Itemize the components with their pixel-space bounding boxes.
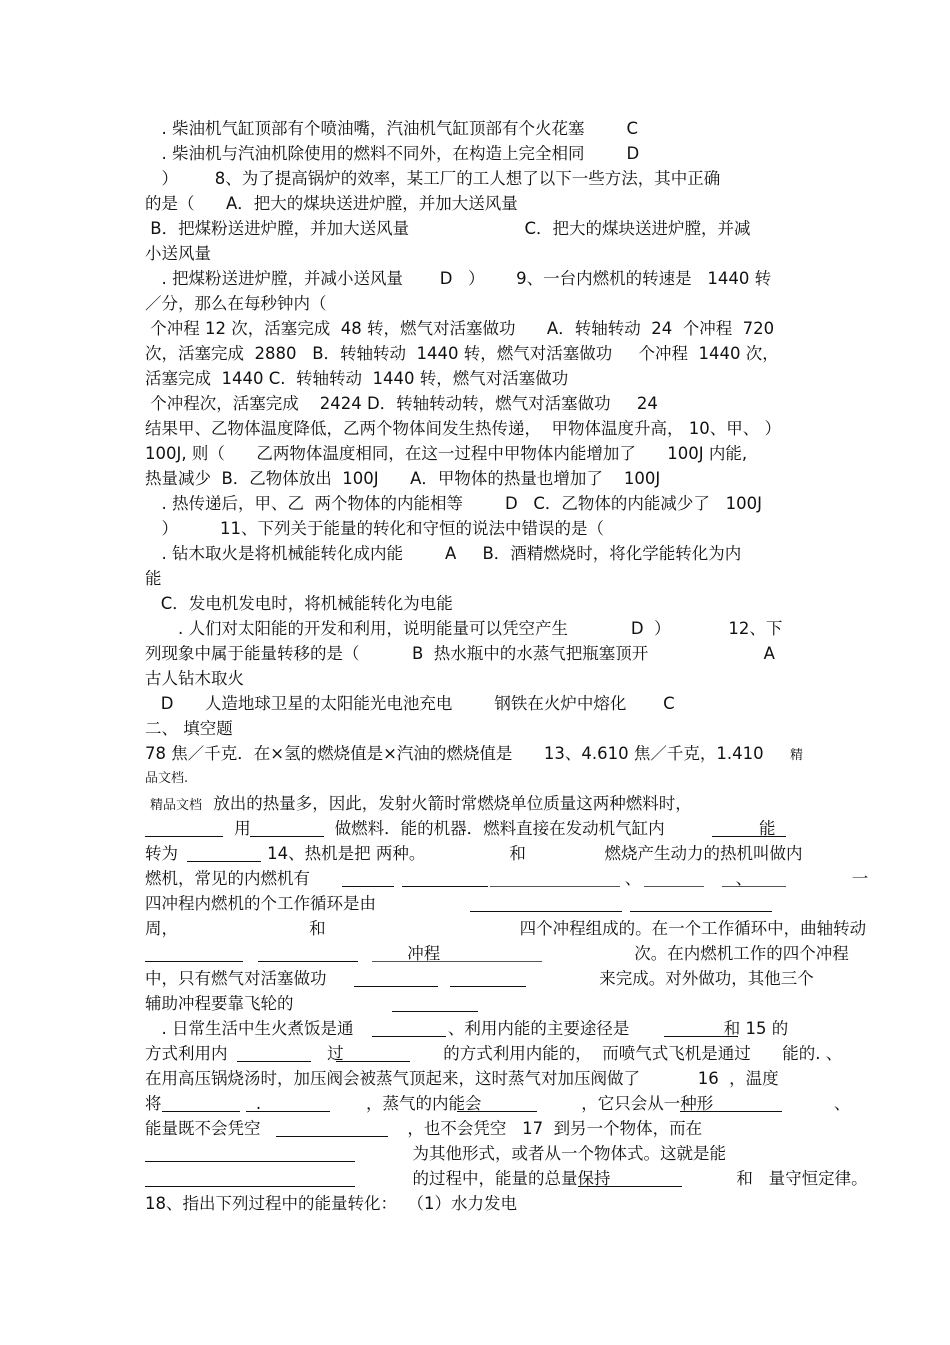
text-line: ） 11、下列关于能量的转化和守恒的说法中错误的是（	[145, 519, 604, 538]
text-line: 为其他形式，或者从一个物体式。这就是能	[145, 1144, 726, 1163]
text-line: 能	[145, 569, 162, 588]
answer-blank[interactable]	[145, 836, 223, 837]
text-line: 在用高压锅烧汤时，加压阀会被蒸气顶起来，这时蒸气对加压阀做了 16 ，温度	[145, 1069, 779, 1088]
text-line: 的是（ A．把大的煤块送进炉膛，并加大送风量	[145, 194, 518, 213]
text-line: 用 做燃料．能的机器．燃料直接在发动机气缸内 能	[145, 819, 776, 838]
answer-blank[interactable]	[644, 886, 704, 887]
answer-blank[interactable]	[237, 1061, 311, 1062]
answer-blank[interactable]	[680, 1111, 782, 1112]
text-line: 活塞完成 1440 C. 转轴转动 1440 转，燃气对活塞做功	[145, 369, 569, 388]
text-line: 100J, 则（ 乙两物体温度相同，在这一过程中甲物体内能增加了 100J 内能,	[145, 444, 748, 463]
answer-blank[interactable]	[712, 836, 786, 837]
text-line: 放出的热量多，因此，发射火箭时常燃烧单位质量这两种燃料时，	[208, 794, 692, 813]
text-line: 个冲程次，活塞完成 2424 D．转轴转动转，燃气对活塞做功 24	[145, 394, 658, 413]
text-line: 18、指出下列过程中的能量转化： （1）水力发电	[145, 1194, 517, 1213]
text-line: . 钻木取火是将机械能转化成内能 A B．酒精燃烧时，将化学能转化为内	[145, 544, 742, 563]
text-line: 次，活塞完成 2880 B．转轴转动 1440 转，燃气对活塞做功 个冲程 1440 次，	[145, 344, 779, 363]
text-line: 中，只有燃气对活塞做功 来完成。对外做功，其他三个	[145, 969, 814, 988]
answer-blank[interactable]	[187, 861, 261, 862]
text-line: . 把煤粉送进炉膛，并减小送风量 D ） 9、一台内燃机的转速是 1440 转	[145, 269, 772, 288]
text-line: 能量既不会凭空 ，也不会凭空 17 到另一个物体，而在	[145, 1119, 703, 1138]
answer-blank[interactable]	[664, 1036, 738, 1037]
answer-blank[interactable]	[250, 836, 324, 837]
text-line: 的过程中，能量的总量保持 和 量守恒定律。	[145, 1169, 868, 1188]
watermark: 品文档.	[145, 771, 189, 786]
text-line: 将 . ，蒸气的内能会 ，它只会从一种形 、	[145, 1094, 851, 1113]
answer-blank[interactable]	[258, 961, 358, 962]
answer-blank[interactable]	[392, 1011, 478, 1012]
text-line: 周， 和 四个冲程组成的。在一个工作循环中，曲轴转动	[145, 919, 867, 938]
text-line: 78 焦／千克．在×氢的燃烧值是×汽油的燃烧值是 13、4.610 焦／千克，1.410	[145, 744, 764, 763]
answer-blank[interactable]	[402, 886, 488, 887]
text-line: 列现象中属于能量转移的是（ B 热水瓶中的水蒸气把瓶塞顶开 A	[145, 644, 775, 663]
text-line: . 人们对太阳能的开发和利用，说明能量可以凭空产生 D ） 12、下	[145, 619, 783, 638]
answer-blank[interactable]	[145, 961, 243, 962]
text-line: ／分，那么在每秒钟内（	[145, 294, 327, 313]
answer-blank[interactable]	[372, 1036, 446, 1037]
answer-blank[interactable]	[246, 1111, 330, 1112]
text-line: 燃机，常见的内燃机有 、 、 一	[145, 869, 869, 888]
answer-blank[interactable]	[372, 961, 542, 962]
text-line: 方式利用内 过 的方式利用内能的， 而喷气式飞机是通过 能的. 、	[145, 1044, 843, 1063]
text-line: ） 8、为了提高锅炉的效率，某工厂的工人想了以下一些方法，其中正确	[145, 169, 721, 188]
answer-blank[interactable]	[354, 986, 438, 987]
text-line: B．把煤粉送进炉膛，并加大送风量 C．把大的煤块送进炉膛，并减	[145, 219, 751, 238]
answer-blank[interactable]	[145, 1161, 355, 1162]
answer-blank[interactable]	[470, 911, 622, 912]
answer-blank[interactable]	[457, 1111, 537, 1112]
watermark: 精	[790, 748, 804, 763]
text-line: . 柴油机气缸顶部有个喷油嘴，汽油机气缸顶部有个火花塞 C	[145, 119, 638, 138]
answer-blank[interactable]	[162, 1111, 240, 1112]
answer-blank[interactable]	[342, 886, 394, 887]
watermark: 精品文档	[150, 798, 203, 813]
answer-blank[interactable]	[722, 886, 786, 887]
answer-blank[interactable]	[145, 1186, 355, 1187]
text-line: D 人造地球卫星的太阳能光电池充电 钢铁在火炉中熔化 C	[145, 694, 675, 713]
text-line: 热量减少 B．乙物体放出 100J A．甲物体的热量也增加了 100J	[145, 469, 661, 488]
answer-blank[interactable]	[630, 911, 772, 912]
section-heading: 二、 填空题	[145, 719, 233, 738]
text-line: 古人钻木取火	[145, 669, 244, 688]
text-line: . 柴油机与汽油机除使用的燃料不同外，在构造上完全相同 D	[145, 144, 640, 163]
text-line: 小送风量	[145, 244, 211, 263]
answer-blank[interactable]	[276, 1136, 388, 1137]
text-line: 个冲程 12 次，活塞完成 48 转，燃气对活塞做功 A．转轴转动 24 个冲程 720	[145, 319, 775, 338]
answer-blank[interactable]	[336, 1061, 410, 1062]
text-line: 转为 14、热机是把 两种。 和 燃烧产生动力的热机叫做内	[145, 844, 803, 863]
text-line: 四冲程内燃机的个工作循环是由	[145, 894, 376, 913]
text-line: 结果甲、乙物体温度降低，乙两个物体间发生热传递， 甲物体温度升高， 10、甲、 ）	[145, 419, 781, 438]
answer-blank[interactable]	[450, 986, 526, 987]
text-line: 冲程 次。在内燃机工作的四个冲程	[145, 944, 849, 963]
text-line: . 日常生活中生火煮饭是通 、利用内能的主要途径是 和 15 的	[145, 1019, 789, 1038]
text-line: C．发电机发电时，将机械能转化为电能	[145, 594, 453, 613]
answer-blank[interactable]	[490, 886, 620, 887]
text-line: . 热传递后，甲、乙 两个物体的内能相等 D C．乙物体的内能减少了 100J	[145, 494, 762, 513]
answer-blank[interactable]	[578, 1186, 682, 1187]
text-line: 辅助冲程要靠飞轮的	[145, 994, 294, 1013]
